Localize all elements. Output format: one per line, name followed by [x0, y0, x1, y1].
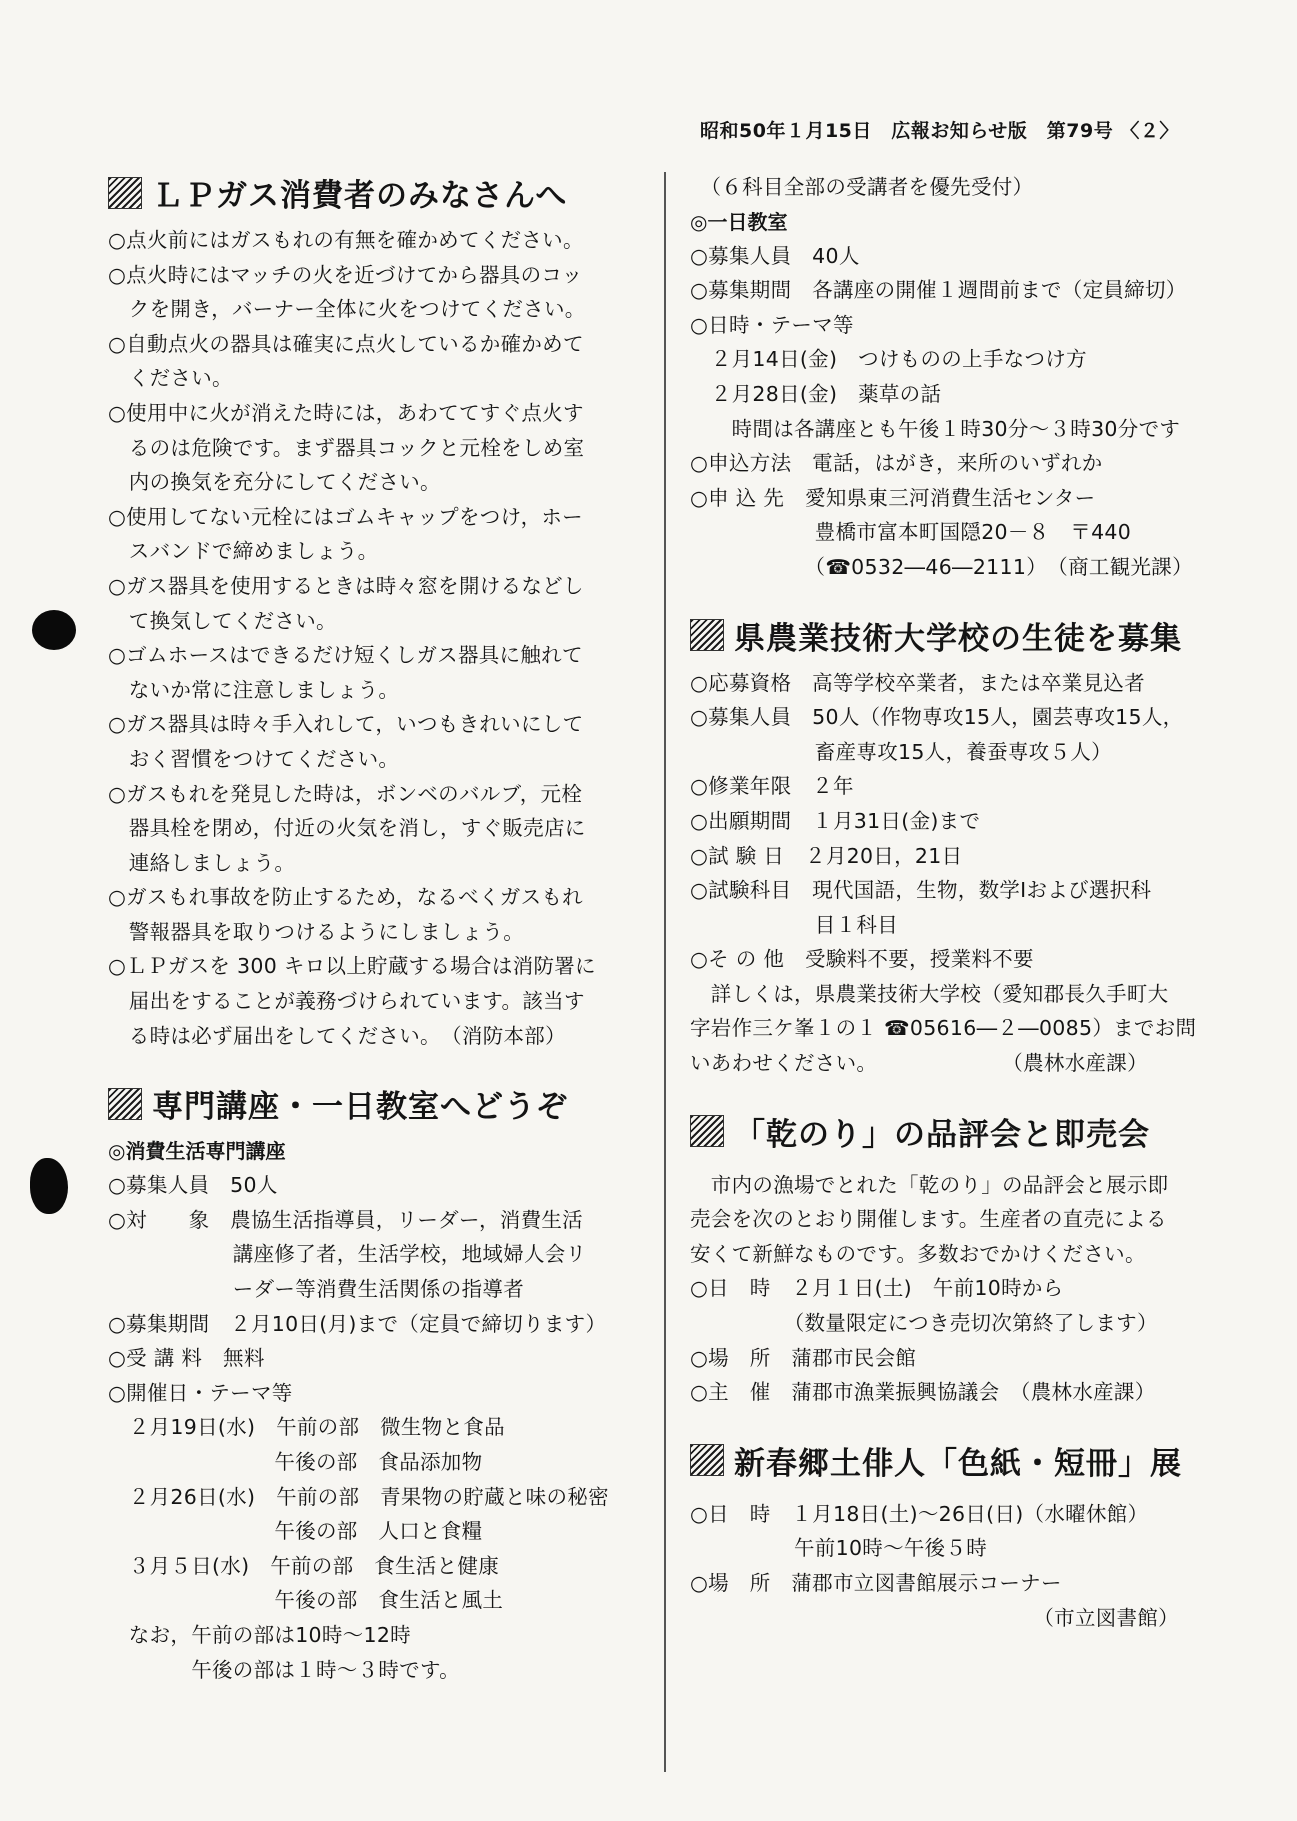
text-line: 午前10時～午後５時 — [690, 1536, 988, 1561]
section-title-agri-school — [690, 613, 1215, 658]
text-line: 午後の部は１時～３時です。 — [108, 1657, 460, 1682]
text-line: ○使用中に火が消えた時には，あわててすぐ点火す — [108, 400, 584, 425]
text-line: ○日 時 ２月１日(土) 午前10時から — [690, 1276, 1064, 1301]
text-line: ○募集人員 50人（作物専攻15人，園芸専攻15人， — [690, 705, 1184, 730]
hatch-marker-icon — [690, 619, 724, 651]
continued-note: （６科目全部の受講者を優先受付） — [690, 175, 1034, 199]
nori-title: 「乾のり」の品評会と即売会 — [734, 1116, 1150, 1153]
text-line: ○出願期間 １月31日(金)まで — [690, 808, 981, 833]
text-line: クを開き，バーナー全体に火をつけてください。 — [108, 297, 586, 322]
text-line: ーダー等消費生活関係の指導者 — [108, 1277, 524, 1302]
text-line: ○自動点火の器具は確実に点火しているか確かめて — [108, 331, 584, 356]
text-line: 時間は各講座とも午後１時30分～３時30分です — [690, 416, 1181, 441]
text-line: 目１科目 — [690, 912, 898, 937]
column-divider — [664, 172, 666, 1772]
text-line: ○使用してない元栓にはゴムキャップをつけ，ホー — [108, 504, 583, 529]
text-line: ２月14日(金) つけものの上手なつけ方 — [690, 347, 1087, 372]
one-day-class-subtitle: ◎一日教室 — [690, 209, 788, 234]
hatch-marker-icon — [108, 1088, 142, 1120]
text-line: 豊橋市富本町国隠20－８ 〒440 — [690, 520, 1132, 545]
text-line: ○修業年限 ２年 — [690, 774, 854, 799]
text-line: ○募集期間 各講座の開催１週間前まで（定員締切） — [690, 278, 1187, 303]
text-line: 午後の部 人口と食糧 — [108, 1519, 483, 1544]
section-title-haiku — [690, 1438, 1215, 1483]
text-line: ○受 講 料 無料 — [108, 1346, 265, 1371]
text-line: （市立図書館） — [690, 1605, 1179, 1630]
text-line: ○点火時にはマッチの火を近づけてから器具のコッ — [108, 262, 583, 287]
lp-body — [108, 223, 648, 1053]
text-line: ないか常に注意しましょう。 — [108, 677, 400, 702]
course-title: 専門講座・一日教室へどうぞ — [152, 1089, 568, 1126]
hatch-marker-icon — [690, 1444, 724, 1476]
section-title-lp-gas — [108, 170, 648, 215]
text-line: 午後の部 食生活と風土 — [108, 1588, 504, 1613]
text-line: （☎0532―46―2111） （商工観光課） — [690, 554, 1193, 579]
text-line: ２月28日(金) 薬草の話 — [690, 381, 942, 406]
section-title-course — [108, 1081, 648, 1126]
text-line: るのは危険です。まず器具コックと元栓をしめ室 — [108, 435, 585, 460]
text-line: ○日時・テーマ等 — [690, 312, 854, 337]
text-line: ○ＬＰガスを 300 キロ以上貯蔵する場合は消防署に — [108, 954, 596, 979]
text-line: ○そ の 他 受験料不要，授業料不要 — [690, 947, 1034, 972]
text-line: ○申込方法 電話，はがき，来所のいずれか — [690, 451, 1103, 476]
text-line: 器具栓を閉め，付近の火気を消し，すぐ販売店に — [108, 816, 586, 841]
ink-blot — [30, 1158, 68, 1214]
text-line: ○ガスもれ事故を防止するため，なるべくガスもれ — [108, 885, 583, 910]
section-title-nori — [690, 1109, 1215, 1154]
text-line: 連絡しましょう。 — [108, 850, 296, 875]
text-line: ○ガス器具は時々手入れして，いつもきれいにして — [108, 712, 584, 737]
text-line: スバンドで締めましょう。 — [108, 539, 379, 564]
text-line: おく習慣をつけてください。 — [108, 746, 400, 771]
nori-body — [690, 1168, 1215, 1410]
text-line: 警報器具を取りつけるようにしましょう。 — [108, 919, 524, 944]
haiku-title: 新春郷土俳人「色紙・短冊」展 — [734, 1445, 1182, 1482]
text-line: 内の換気を充分にしてください。 — [108, 470, 441, 495]
text-line: ○試験科目 現代国語，生物，数学Ⅰおよび選択科 — [690, 878, 1152, 903]
text-line: ○点火前にはガスもれの有無を確かめてください。 — [108, 228, 584, 252]
text-line: 届出をすることが義務づけられています。該当す — [108, 989, 585, 1014]
text-line: ○ガス器具を使用するときは時々窓を開けるなどし — [108, 573, 584, 598]
text-line: ○主 催 蒲郡市漁業振興協議会 （農林水産課） — [690, 1380, 1156, 1405]
text-line: ○ガスもれを発見した時は，ボンベのバルブ，元栓 — [108, 781, 583, 806]
text-line: （数量限定につき売切次第終了します） — [690, 1311, 1158, 1336]
text-line: ○申 込 先 愛知県東三河消費生活センター — [690, 485, 1096, 510]
text-line: 字岩作三ケ峯１の１ ☎05616―２―0085）までお問 — [690, 1016, 1197, 1041]
text-line: ○日 時 １月18日(土)～26日(日)（水曜休館） — [690, 1501, 1149, 1526]
text-line: ２月19日(水) 午前の部 微生物と食品 — [108, 1415, 505, 1440]
text-line: ください。 — [108, 366, 233, 391]
agri-body — [690, 666, 1215, 1081]
hatch-marker-icon — [690, 1115, 724, 1147]
issue-header: 昭和50年１月15日 広報お知らせ版 第79号 〈２〉 — [700, 120, 1179, 142]
text-line: ○開催日・テーマ等 — [108, 1380, 293, 1405]
course-subtitle: ◎消費生活専門講座 — [108, 1139, 286, 1164]
agri-title: 県農業技術大学校の生徒を募集 — [734, 620, 1182, 657]
hatch-marker-icon — [108, 177, 142, 209]
text-line: 午後の部 食品添加物 — [108, 1450, 483, 1474]
right-column — [690, 170, 1215, 1635]
text-line: ○応募資格 高等学校卒業者，または卒業見込者 — [690, 670, 1145, 695]
ink-blot — [32, 610, 76, 650]
text-line: ３月５日(水) 午前の部 食生活と健康 — [108, 1553, 499, 1578]
text-line: ○ゴムホースはできるだけ短くしガス器具に触れて — [108, 643, 583, 668]
text-line: 講座修了者，生活学校，地域婦人会リ — [108, 1242, 587, 1267]
left-column — [108, 170, 648, 1687]
text-line: て換気してください。 — [108, 608, 337, 633]
text-line: 市内の漁場でとれた「乾のり」の品評会と展示即 — [690, 1172, 1169, 1197]
text-line: ２月26日(水) 午前の部 青果物の貯蔵と味の秘密 — [108, 1484, 609, 1509]
text-line: ○募集人員 50人 — [108, 1173, 278, 1198]
text-line: 詳しくは，県農業技術大学校（愛知郡長久手町大 — [690, 981, 1169, 1006]
text-line: 安くて新鮮なものです。多数おでかけください。 — [690, 1241, 1146, 1266]
text-line: る時は必ず届出をしてください。 （消防本部） — [108, 1023, 566, 1048]
haiku-body — [690, 1497, 1215, 1635]
text-line: ○場 所 蒲郡市民会館 — [690, 1345, 917, 1370]
text-line: ○募集期間 ２月10日(月)まで（定員で締切ります） — [108, 1311, 607, 1336]
text-line: 畜産専攻15人，養蚕専攻５人） — [690, 739, 1112, 764]
lp-title: ＬＰガス消費者のみなさんへ — [152, 178, 568, 214]
text-line: ○場 所 蒲郡市立図書館展示コーナー — [690, 1571, 1062, 1595]
text-line: ○対 象 農協生活指導員，リーダー，消費生活 — [108, 1207, 583, 1232]
text-line: ○募集人員 40人 — [690, 243, 860, 268]
text-line: なお，午前の部は10時～12時 — [108, 1622, 411, 1647]
text-line: いあわせください。 （農林水産課） — [690, 1051, 1148, 1076]
course-body — [108, 1168, 648, 1687]
text-line: ○試 験 日 ２月20日，21日 — [690, 843, 963, 868]
text-line: 売会を次のとおり開催します。生産者の直売による — [690, 1207, 1167, 1232]
one-day-class-body — [690, 239, 1215, 585]
